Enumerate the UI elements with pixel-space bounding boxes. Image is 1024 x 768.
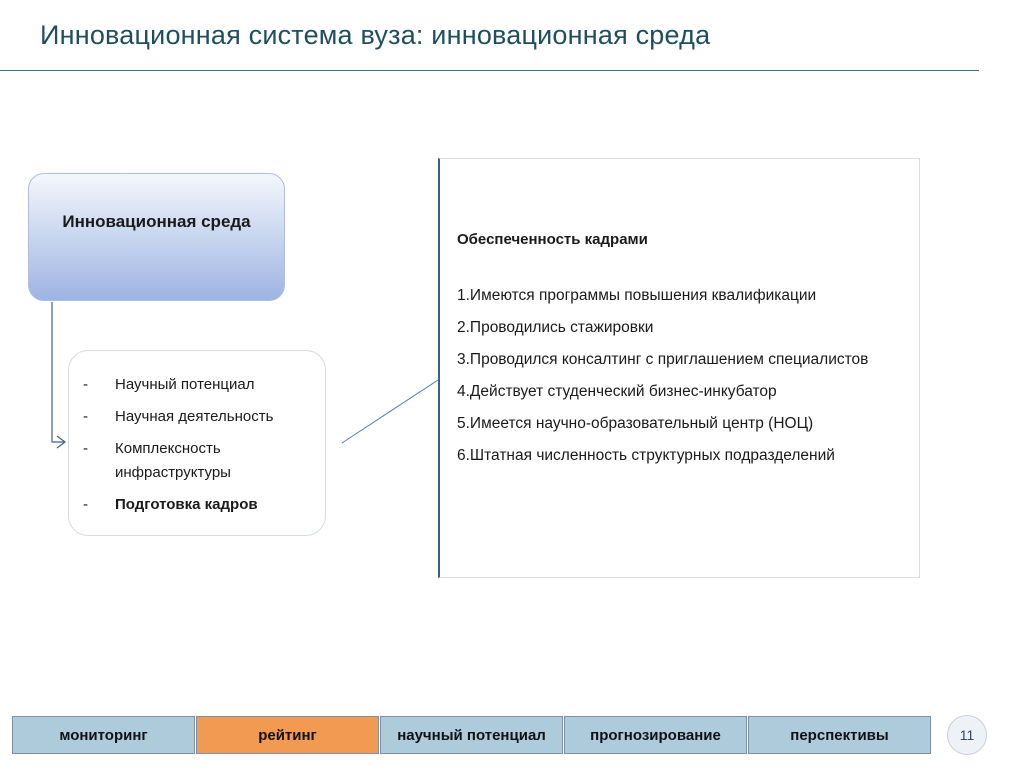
environment-components-node: [68, 350, 326, 536]
main-to-sub-connector: [52, 302, 64, 442]
page-number-badge: 11: [947, 715, 987, 755]
detail-item: 6.Штатная численность структурных подразделений: [457, 447, 835, 464]
detail-list: [457, 284, 901, 468]
sub-to-detail-connector: [342, 380, 438, 443]
nav-tab-scientific-potential[interactable]: научный потенциал: [380, 716, 563, 754]
environment-components-list: [83, 373, 315, 517]
list-item: [83, 437, 315, 485]
list-item-text: Подготовка кадров: [115, 496, 258, 513]
nav-tab-rating[interactable]: рейтинг: [196, 716, 379, 754]
list-dash: -: [83, 376, 88, 393]
detail-item: 4.Действует студенческий бизнес-инкубатор: [457, 383, 777, 400]
detail-item: 5.Имеется научно-образовательный центр (НОЦ): [457, 415, 814, 432]
slide-title: Инновационная система вуза: инновационная среда: [40, 20, 711, 50]
list-item-text: Комплексность инфраструктуры: [115, 440, 231, 481]
staffing-detail-panel: [438, 158, 920, 578]
nav-tab-prospects[interactable]: перспективы: [748, 716, 931, 754]
list-item-text: Научный потенциал: [115, 376, 255, 393]
list-item-highlighted: [83, 493, 315, 517]
detail-heading: Обеспеченность кадрами: [457, 231, 648, 248]
list-item: [83, 373, 315, 397]
list-dash: -: [83, 440, 88, 457]
list-dash: -: [83, 408, 88, 425]
innovation-environment-label: Инновационная среда: [62, 212, 251, 231]
nav-tab-monitoring[interactable]: мониторинг: [12, 716, 195, 754]
nav-tab-forecasting[interactable]: прогнозирование: [564, 716, 747, 754]
detail-item: 3.Проводился консалтинг с приглашением специалистов: [457, 351, 869, 368]
section-nav-bar: [12, 716, 932, 754]
list-dash: -: [83, 496, 88, 513]
detail-item: 2.Проводились стажировки: [457, 319, 654, 336]
list-item-text: Научная деятельность: [115, 408, 274, 425]
list-item: [83, 405, 315, 429]
detail-item: 1.Имеются программы повышения квалификации: [457, 287, 817, 304]
innovation-environment-node: [28, 173, 285, 301]
